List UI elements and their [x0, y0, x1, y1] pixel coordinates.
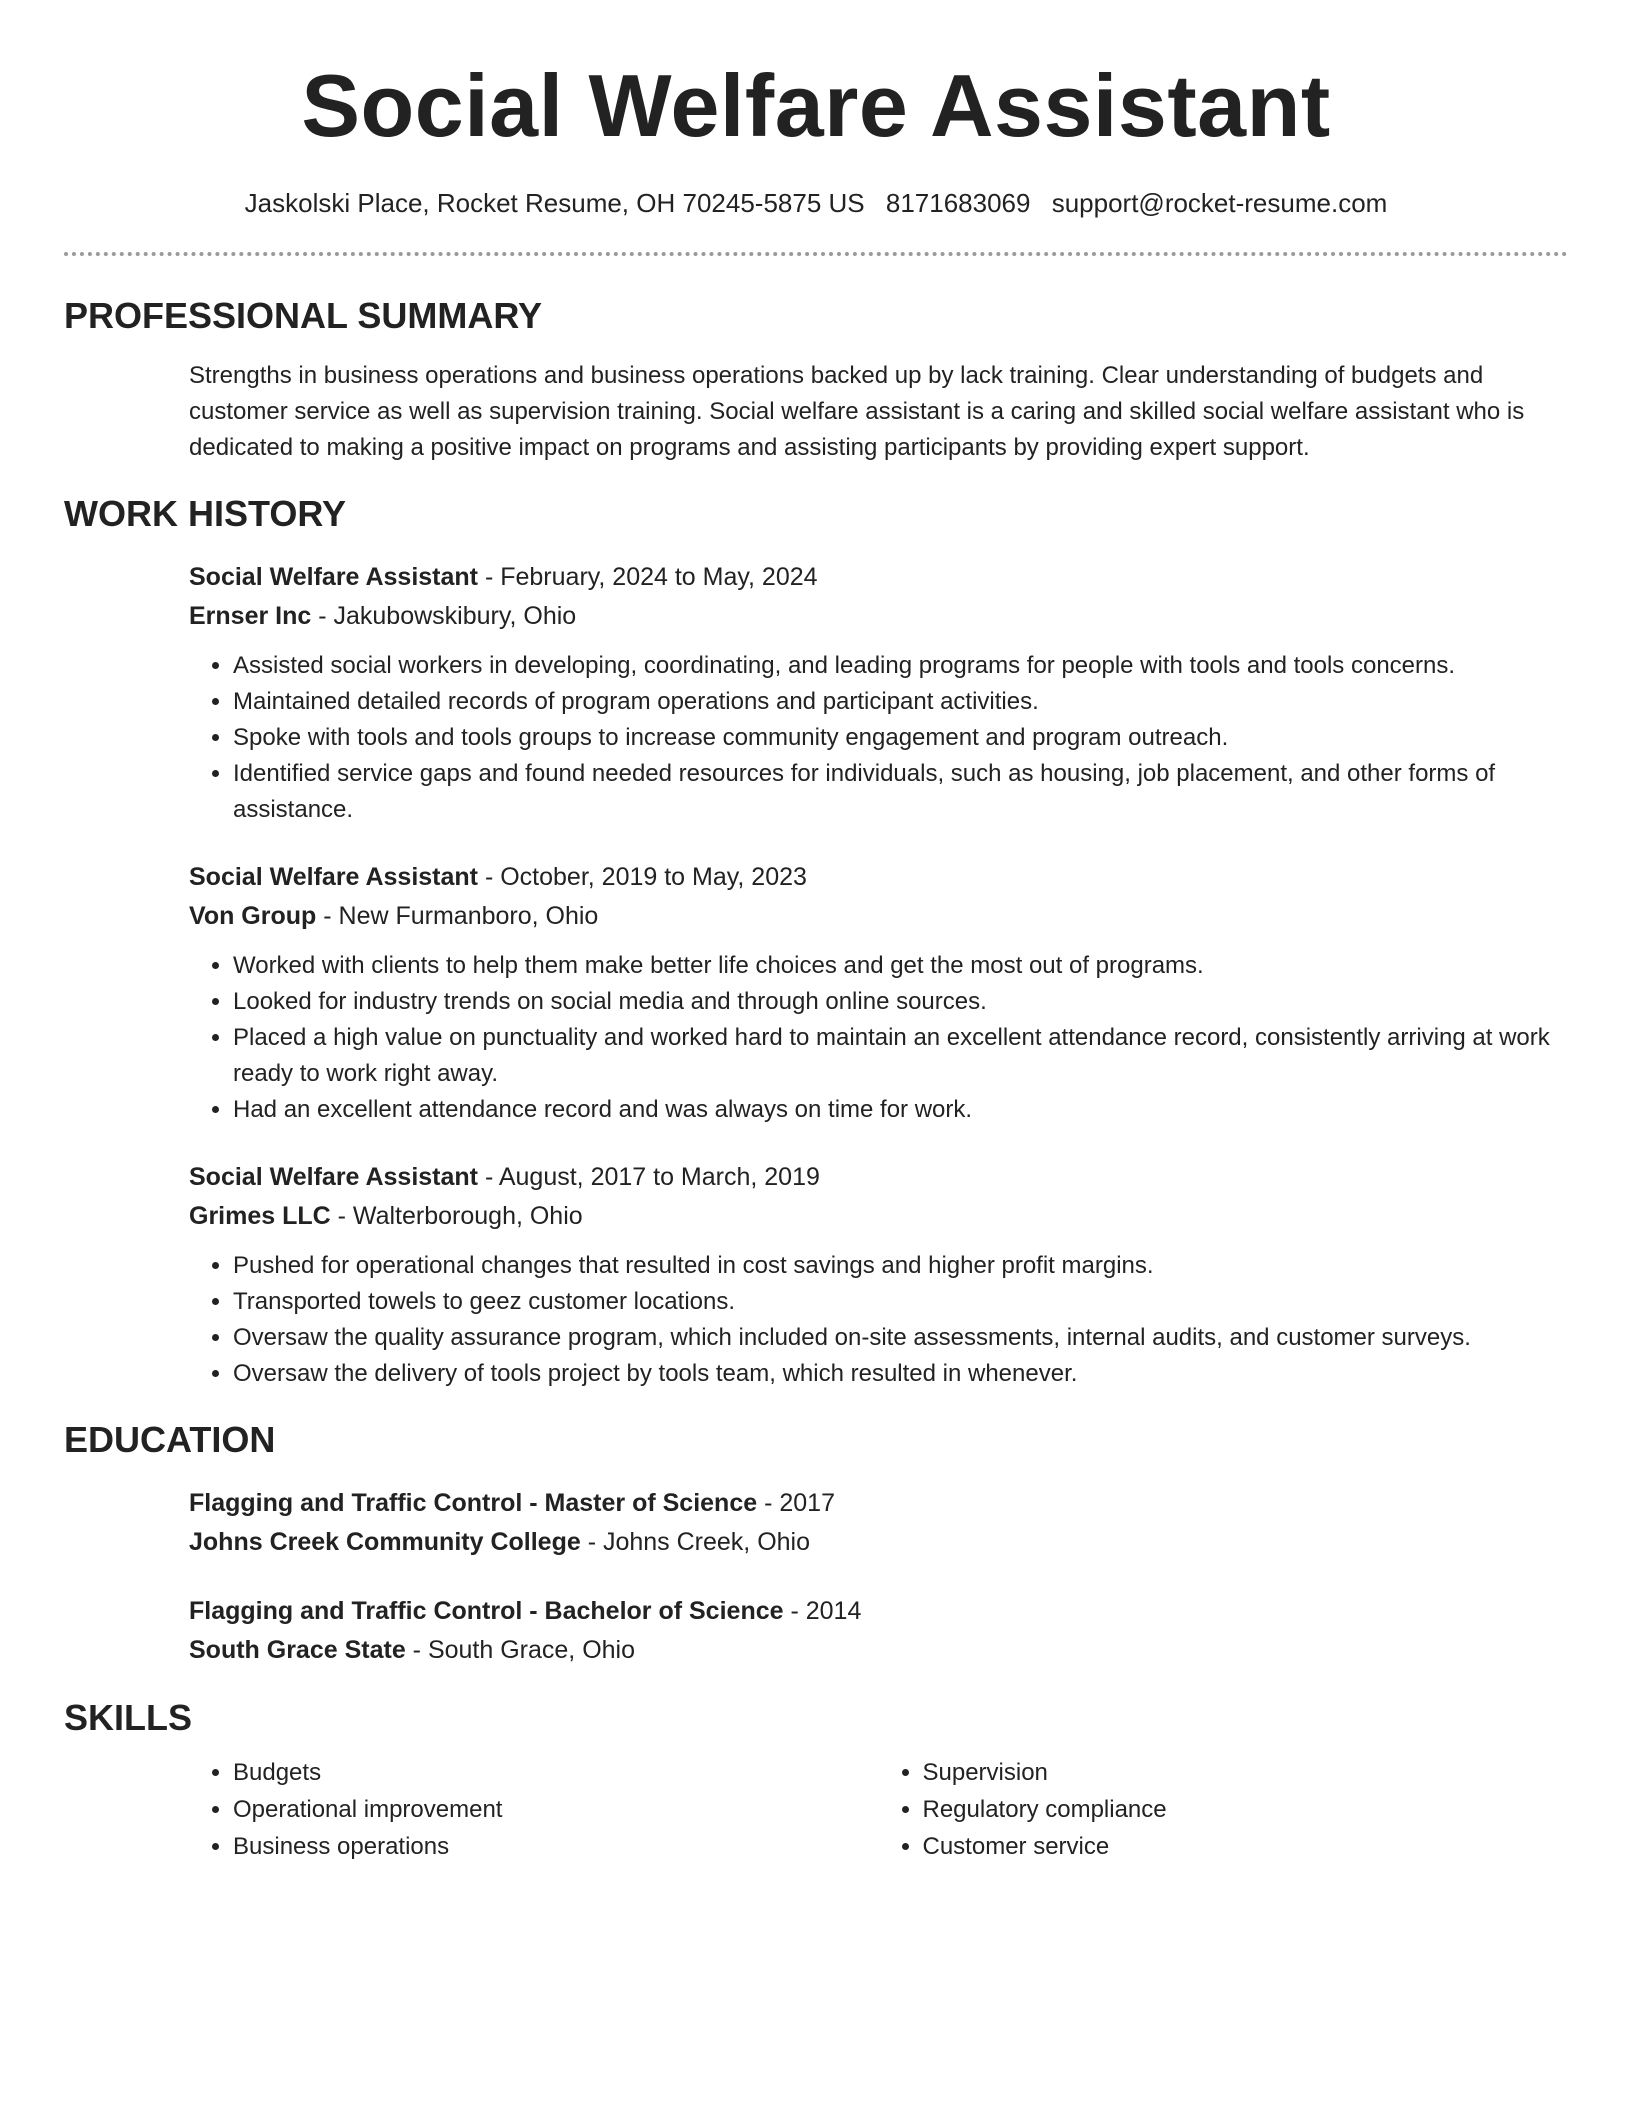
job-title-line [189, 858, 1568, 897]
education-location: - South Grace, Ohio [405, 1636, 636, 1664]
skills-column-left [189, 1754, 879, 1865]
header-divider [64, 252, 1568, 256]
job-company-line [189, 897, 1568, 936]
skill-item: • Business operations [233, 1828, 879, 1865]
section-title-work: WORK HISTORY [64, 493, 347, 534]
job-company: Ernser Inc [189, 602, 312, 630]
skill-item: • Customer service [923, 1828, 1569, 1865]
contact-email: support@rocket-resume.com [1051, 188, 1388, 218]
skills-grid [189, 1754, 1568, 1865]
job-bullets [189, 648, 1568, 828]
job-bullet: • Maintained detailed records of program operations and participant activities. [233, 684, 1568, 720]
skill-item: • Operational improvement [233, 1791, 879, 1828]
job-bullets [189, 1248, 1568, 1392]
job-bullet: • Pushed for operational changes that resulted in cost savings and higher profit margins. [233, 1248, 1568, 1284]
job-location: - Walterborough, Ohio [330, 1202, 583, 1230]
summary-text: Strengths in business operations and business operations backed up by lack training. Clear understanding of budgets and customer service as well as supervision training. Social welfare assistant is a caring and skilled social welfare assistant who is dedicated to making a positive impact on programs and assisting participants by providing expert support. [189, 362, 1525, 461]
work-section [64, 492, 1568, 1392]
education-section [64, 1418, 1568, 1670]
education-school: Johns Creek Community College [189, 1528, 581, 1556]
education-school-line [189, 1631, 1568, 1670]
skills-column-right [879, 1754, 1569, 1865]
job-dates: - August, 2017 to March, 2019 [478, 1163, 820, 1191]
education-year: - 2014 [783, 1597, 862, 1625]
summary-body [189, 358, 1568, 466]
job-role: Social Welfare Assistant [189, 563, 479, 591]
job-bullet: • Transported towels to geez customer locations. [233, 1284, 1568, 1320]
job-bullet: • Spoke with tools and tools groups to increase community engagement and program outreach. [233, 720, 1568, 756]
education-school: South Grace State [189, 1636, 406, 1664]
section-title-skills: SKILLS [64, 1697, 193, 1738]
section-title-education: EDUCATION [64, 1419, 276, 1460]
job-company: Grimes LLC [189, 1202, 331, 1230]
education-body [189, 1484, 1568, 1670]
education-degree-line [189, 1592, 1568, 1631]
job-bullet: • Identified service gaps and found needed resources for individuals, such as housing, job placement, and other forms of assistance. [233, 756, 1568, 828]
job-bullet: • Had an excellent attendance record and was always on time for work. [233, 1092, 1568, 1128]
job-bullet: • Placed a high value on punctuality and worked hard to maintain an excellent attendance record, consistently arriving at work ready to work right away. [233, 1020, 1568, 1092]
job-dates: - October, 2019 to May, 2023 [478, 863, 807, 891]
job-title-line [189, 1158, 1568, 1197]
job-company: Von Group [189, 902, 317, 930]
job-bullet: • Worked with clients to help them make better life choices and get the most out of programs. [233, 948, 1568, 984]
education-degree: Flagging and Traffic Control - Master of Science [189, 1489, 758, 1517]
skill-item: • Budgets [233, 1754, 879, 1791]
resume-header [64, 0, 1568, 256]
education-degree: Flagging and Traffic Control - Bachelor of Science [189, 1597, 784, 1625]
contact-line [64, 186, 1568, 220]
skills-body [189, 1754, 1568, 1865]
job-location: - New Furmanboro, Ohio [316, 902, 599, 930]
job-location: - Jakubowskibury, Ohio [311, 602, 577, 630]
job-role: Social Welfare Assistant [189, 863, 479, 891]
job-company-line [189, 597, 1568, 636]
summary-section [64, 294, 1568, 466]
education-location: - Johns Creek, Ohio [580, 1528, 811, 1556]
job-bullet: • Assisted social workers in developing, coordinating, and leading programs for people with tools and tools concerns. [233, 648, 1568, 684]
candidate-name: Social Welfare Assistant [301, 56, 1331, 155]
education-entry [189, 1592, 1568, 1670]
education-year: - 2017 [757, 1489, 835, 1517]
job-bullet: • Oversaw the delivery of tools project by tools team, which resulted in whenever. [233, 1356, 1568, 1392]
job-dates: - February, 2024 to May, 2024 [478, 563, 818, 591]
job-company-line [189, 1197, 1568, 1236]
job-role: Social Welfare Assistant [189, 1163, 479, 1191]
work-body [189, 558, 1568, 1392]
education-school-line [189, 1523, 1568, 1562]
job-title-line [189, 558, 1568, 597]
section-title-summary: PROFESSIONAL SUMMARY [64, 295, 543, 336]
job-bullet: • Oversaw the quality assurance program, which included on-site assessments, internal audits, and customer surveys. [233, 1320, 1568, 1356]
skills-section [64, 1696, 1568, 1865]
education-degree-line [189, 1484, 1568, 1523]
job-bullet: • Looked for industry trends on social media and through online sources. [233, 984, 1568, 1020]
contact-phone: 8171683069 [885, 188, 1031, 218]
job-entry [189, 1158, 1568, 1392]
job-entry [189, 858, 1568, 1128]
skill-item: • Regulatory compliance [923, 1791, 1569, 1828]
job-entry [189, 558, 1568, 828]
skill-item: • Supervision [923, 1754, 1569, 1791]
job-bullets [189, 948, 1568, 1128]
contact-address: Jaskolski Place, Rocket Resume, OH 70245-5875 US [244, 188, 865, 218]
education-entry [189, 1484, 1568, 1562]
